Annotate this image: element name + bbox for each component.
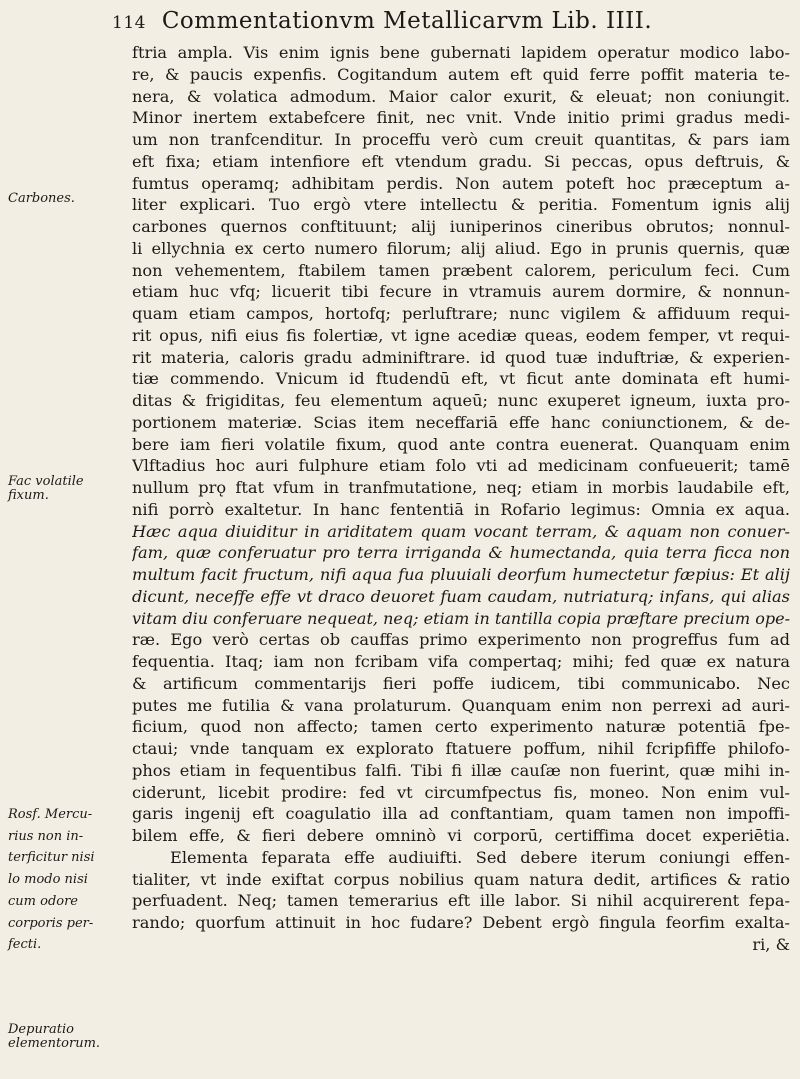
text-line: Vlftadius hoc auri fulphure etiam folo vti ad medicinam confueuerit; tamē: [132, 456, 790, 476]
text-line: tiæ commendo. Vnicum id ftudendū eft, vt ficut ante dominata eft humi-: [132, 369, 790, 389]
text-line: bere iam fieri volatile fixum, quod ante contra euenerat. Quanquam enim: [132, 434, 790, 454]
margin-note-line: rius non in-: [8, 828, 84, 844]
text-line: etiam huc vfq; licuerit tibi fecure in vtramuis aurem dormire, & nonnun-: [132, 282, 790, 302]
text-line: liter explicari. Tuo ergò vtere intellectu & peritia. Fomentum ignis alij: [132, 195, 790, 215]
text-line: um non tranfcenditur. In proceffu verò cum creuit quantitas, & pars iam: [132, 130, 790, 149]
text-line: ræ. Ego verò certas ob cauffas primo experimento non progreffus fum ad: [132, 630, 790, 650]
text-line: rit materia, caloris gradu adminiftrare. id quod tuæ induftriæ, & experien-: [132, 347, 790, 367]
text-line: phos etiam in fequentibus falfi. Tibi fi illæ cauſæ non fuerint, quæ mihi in-: [132, 760, 790, 780]
margin-note-line: terficitur nisi: [8, 850, 95, 866]
page-number: 114: [112, 13, 146, 33]
text-line: rit opus, nifi eius fis folertiæ, vt igne acediæ queas, eodem femper, vt requi-: [132, 325, 790, 345]
margin-note-line: lo modo nisi: [8, 872, 88, 888]
margin-note-fac-volatile: [8, 475, 132, 503]
text-line: tialiter, vt inde exiftat corpus nobilius quam natura dedit, artifices & ratio: [132, 869, 790, 889]
text-line: multum facit fructum, nifi aqua fua pluuiali deorfum humectetur fæpius: Et alij: [132, 565, 790, 584]
margin-note-line: fixum.: [8, 488, 49, 503]
text-line: ciderunt, licebit prodire: fed vt circumfpectus fis, moneo. Non enim vul-: [132, 782, 790, 802]
margin-note-line: Depuratio: [8, 1022, 74, 1037]
text-line: nera, & volatica admodum. Maior calor exurit, & eleuat; non coniungit.: [132, 86, 790, 106]
margin-note-rosarius: [8, 804, 132, 956]
text-line: fumtus operamq; adhibitam perdis. Non autem poteft hoc præceptum a-: [132, 173, 790, 193]
text-line: dicunt, neceffe effe vt draco deuoret fuam caudam, nutriaturq; infans, qui alias: [132, 586, 790, 606]
text-line: perfuadent. Neq; tamen temerarius eft ille labor. Si nihil acquirerent fepa-: [132, 891, 790, 911]
text-line: vitam diu conferuare nequeat, neq; etiam in tantilla copia præftare precium ope-: [132, 608, 790, 628]
main-text: [132, 42, 790, 956]
text-line: ftria ampla. Vis enim ignis bene gubernati lapidem operatur modico labo-: [132, 43, 790, 62]
text-line: nifi porrò exaltetur. In hanc fententiā in Rofario legimus: Omnia ex aqua.: [132, 499, 790, 519]
margin-note-line: corporis per-: [8, 915, 94, 931]
text-line: re, & paucis expenfis. Cogitandum autem eft quid ferre poffit materia te-: [132, 64, 790, 84]
text-line: garis ingenij eft coagulatio illa ad conftantiam, quam tamen non impoffi-: [132, 804, 790, 824]
text-line: ditas & frigiditas, feu elementum aqueū; nunc exuperet igneum, iuxta pro-: [132, 391, 790, 410]
text-line: ctaui; vnde tanquam ex explorato ftatuere poffum, nihil fcripfiffe philofo-: [132, 739, 790, 758]
margin-note-depuratio: [8, 1023, 132, 1051]
margin-note-carbones: [8, 192, 132, 206]
text-line: bilem effe, & fieri debere omninò vi corporū, certiffima docet experiētia.: [132, 826, 790, 845]
margin-note-line: Carbones.: [8, 191, 75, 206]
text-line: & artificum commentarijs fieri poffe iudicem, tibi communicabo. Nec: [132, 673, 790, 693]
text-line: carbones quernos conftituunt; alij iuniperinos cineribus obrutos; nonnul-: [132, 217, 790, 236]
text-line: eft fixa; etiam intenfiore eft vtendum gradu. Si peccas, opus deftruis, &: [132, 151, 790, 171]
margin-note-line: Rosf. Mercu-: [8, 807, 93, 822]
text-line: fam, quæ conferuatur pro terra irriganda & humectanda, quia terra ficca non: [132, 543, 790, 563]
margin-note-line: cum odore: [8, 893, 78, 909]
text-line: nullum prǫ ftat vfum in tranfmutatione, neq; etiam in morbis laudabile eft,: [132, 478, 790, 497]
margin-note-line: Fac volatile: [8, 474, 84, 489]
running-header: [112, 8, 772, 46]
text-line: putes me futilia & vana prolaturum. Quanquam enim non perrexi ad auri-: [132, 695, 790, 715]
text-line: li ellychnia ex certo numero filorum; alij aliud. Ego in prunis quernis, quæ: [132, 238, 790, 258]
text-line: Elementa feparata effe audiuifti. Sed debere iterum coniungi effen-: [170, 847, 790, 867]
text-line: ficium, quod non affecto; tamen certo experimento naturæ potentiā fpe-: [132, 717, 790, 737]
text-line: quam etiam campos, hortofq; perluftrare; nunc vigilem & affiduum requi-: [132, 304, 790, 323]
text-line: Hæc aqua diuiditur in ariditatem quam vocant terram, & aquam non conuer-: [132, 521, 790, 541]
catchword: ri, &: [752, 934, 790, 954]
text-line: non vehementem, ftabilem tamen præbent calorem, periculum feci. Cum: [132, 260, 790, 280]
text-line: fequentia. Itaq; iam non fcribam vifa compertaq; mihi; fed quæ ex natura: [132, 652, 790, 671]
margin-note-line: elementorum.: [8, 1036, 101, 1051]
running-title: Commentationvm Metallicarvm Lib. IIII.: [161, 8, 653, 34]
text-line: Minor inertem extabefcere finit, nec vnit. Vnde initio primi gradus medi-: [132, 108, 790, 128]
text-line: rando; quorfum attinuit in hoc fudare? Debent ergò fingula feorfim exalta-: [132, 913, 790, 932]
text-line: portionem materiæ. Scias item neceffariā effe hanc coniunctionem, & de-: [132, 412, 790, 432]
margin-note-line: fecti.: [8, 937, 42, 953]
